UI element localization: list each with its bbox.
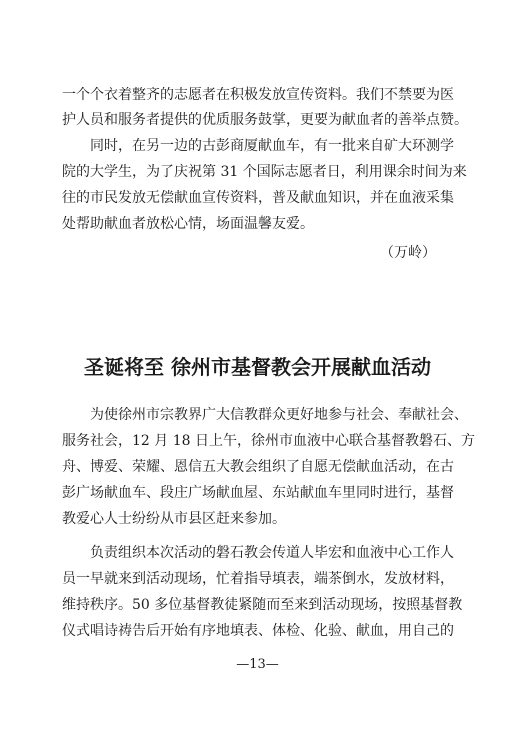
text-line: 员一早就来到活动现场，忙着指导填表，端茶倒水，发放材料， [62,571,454,587]
text-line: 负责组织本次活动的磐石教会传道人毕宏和血液中心工作人 [90,545,454,561]
author-signature: （万岭） [380,245,436,261]
article-title: 圣诞将至 徐州市基督教会开展献血活动 [84,355,431,379]
text-line: 仪式唱诗祷告后开始有序地填表、体检、化验、献血，用自己的 [62,623,454,639]
text-line: 一个个衣着整齐的志愿者在积极发放宣传资料。我们不禁要为医 [62,87,454,103]
text-line: 教爱心人士纷纷从市县区赶来参加。 [62,511,286,527]
text-line: 处帮助献血者放松心情，场面温馨友爱。 [62,216,314,232]
text-line: 往的市民发放无偿献血宣传资料，普及献血知识，并在血液采集 [62,190,454,206]
text-line: 彭广场献血车、段庄广场献血屋、东站献血车里同时进行，基督 [62,485,454,501]
text-line: 维持秩序。50 多位基督教徒紧随而至来到活动现场，按照基督教 [62,597,463,613]
text-line: 护人员和服务者提供的优质服务鼓掌，更要为献血者的善举点赞。 [62,112,468,128]
text-line: 舟、博爱、荣耀、恩信五大教会组织了自愿无偿献血活动，在古 [62,459,454,475]
text-line: 服务社会，12 月 18 日上午，徐州市血液中心联合基督教磐石、方 [62,433,475,449]
text-line: 为使徐州市宗教界广大信教群众更好地参与社会、奉献社会、 [90,407,468,423]
page-number: —13— [236,657,279,672]
text-line: 院的大学生，为了庆祝第 31 个国际志愿者日，利用课余时间为来 [62,164,467,180]
text-line: 同时，在另一边的古彭商厦献血车，有一批来自矿大环测学 [90,138,454,154]
